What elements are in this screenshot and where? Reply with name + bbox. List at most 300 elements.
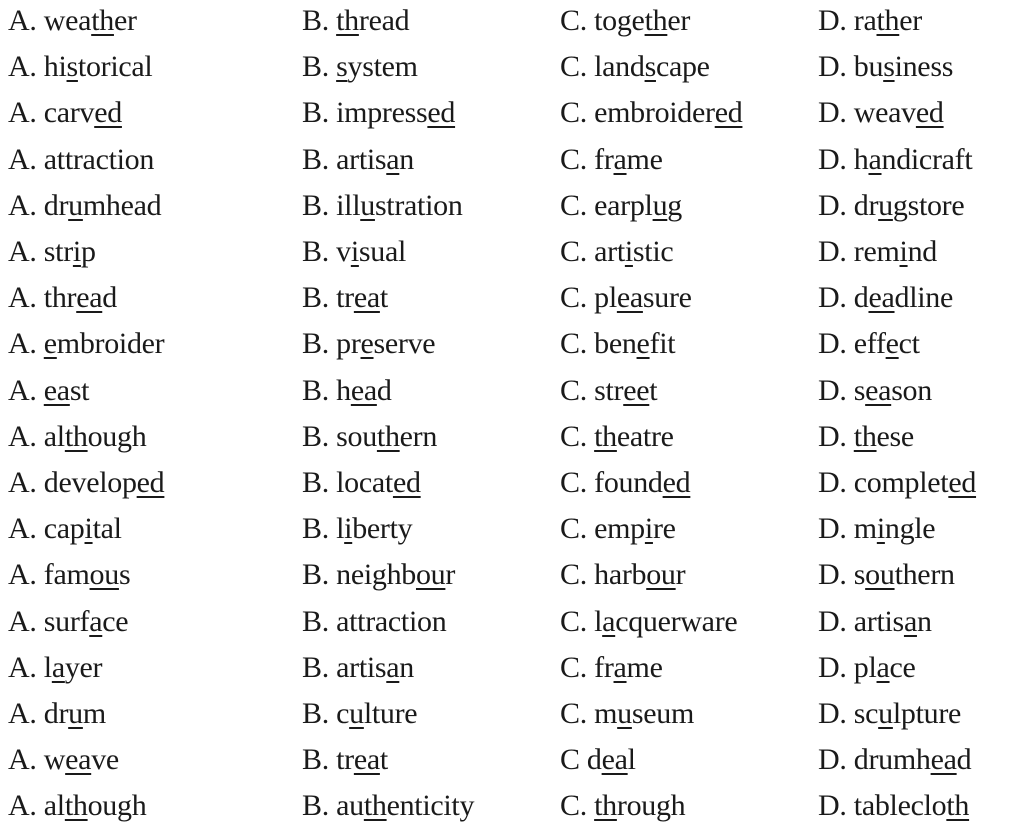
option-letter: A. — [8, 650, 37, 684]
answer-option-d[interactable] — [818, 740, 971, 780]
option-letter: D. — [818, 466, 847, 499]
option-letter: B. — [302, 281, 329, 315]
option-word: frame — [594, 142, 663, 176]
option-word: these — [853, 419, 914, 453]
underlined-sound: u — [878, 697, 893, 730]
option-letter: A. — [8, 697, 37, 730]
option-word: business — [853, 50, 954, 84]
option-word: drumhead — [43, 188, 162, 222]
option-letter: A. — [8, 512, 37, 546]
underlined-sound: ou — [865, 558, 895, 592]
option-word: treat — [336, 281, 388, 315]
option-letter: C. — [560, 327, 587, 361]
option-word: authenticity — [336, 789, 475, 823]
answer-option-c[interactable] — [560, 140, 663, 180]
underlined-sound: u — [652, 188, 668, 222]
answer-option-a[interactable] — [8, 140, 154, 180]
option-word: frame — [594, 650, 663, 684]
option-word: treat — [336, 743, 388, 777]
answer-option-b[interactable] — [302, 232, 406, 272]
option-word: season — [853, 373, 932, 407]
answer-option-a[interactable] — [8, 186, 161, 226]
option-letter: C. — [560, 789, 587, 823]
option-letter: A. — [8, 281, 37, 315]
underlined-sound: e — [636, 327, 650, 361]
option-word: handicraft — [853, 142, 973, 176]
option-letter: B. — [302, 373, 329, 407]
option-letter: A. — [8, 558, 37, 592]
option-letter: C. — [560, 50, 587, 84]
underlined-sound: th — [644, 4, 668, 37]
option-word: weave — [43, 743, 119, 777]
option-word: completed — [853, 466, 977, 499]
question-row — [0, 371, 1024, 417]
option-word: rather — [853, 4, 922, 37]
underlined-sound: a — [868, 142, 882, 176]
question-row — [0, 278, 1024, 324]
option-letter: B. — [302, 558, 329, 592]
option-word: layer — [43, 650, 103, 684]
underlined-sound: th — [336, 4, 359, 37]
option-word: strip — [43, 235, 96, 268]
option-letter: D. — [818, 558, 847, 592]
underlined-sound: u — [68, 188, 83, 222]
answer-option-b[interactable] — [302, 509, 412, 549]
answer-option-d[interactable] — [818, 555, 955, 595]
option-word: sculpture — [853, 697, 962, 730]
option-word: although — [43, 789, 147, 823]
option-letter: B. — [302, 697, 329, 730]
option-word: surface — [43, 604, 129, 638]
option-word: place — [853, 650, 916, 684]
option-word: southern — [336, 419, 438, 453]
underlined-sound: u — [68, 697, 83, 730]
underlined-sound: s — [644, 50, 656, 84]
underlined-sound: ou — [415, 558, 446, 592]
option-word: illustration — [336, 188, 463, 222]
answer-option-b[interactable] — [302, 47, 418, 87]
option-letter: C. — [560, 188, 587, 222]
answer-option-b[interactable] — [302, 186, 463, 226]
option-word: drum — [43, 697, 106, 730]
option-letter: C. — [560, 650, 587, 684]
option-word: liberty — [336, 512, 413, 546]
question-row — [0, 602, 1024, 648]
underlined-sound: th — [64, 419, 88, 453]
underlined-sound: i — [899, 235, 908, 268]
option-letter: D. — [818, 281, 847, 315]
answer-option-a[interactable] — [8, 417, 146, 457]
option-word: together — [594, 4, 691, 37]
option-letter: C. — [560, 512, 587, 546]
option-word: southern — [853, 558, 955, 592]
option-word: tablecloth — [853, 789, 970, 823]
answer-option-d[interactable] — [818, 47, 953, 87]
question-row — [0, 509, 1024, 555]
option-letter: B. — [302, 466, 329, 499]
option-word: benefit — [594, 327, 676, 361]
underlined-sound: a — [89, 604, 103, 638]
option-letter: A. — [8, 235, 37, 268]
underlined-sound: ea — [43, 373, 70, 407]
underlined-sound: s — [66, 50, 78, 84]
option-word: artisan — [336, 142, 414, 176]
option-word: attraction — [43, 142, 155, 176]
underlined-sound: ed — [136, 466, 165, 499]
underlined-sound: ou — [89, 558, 119, 592]
option-letter: B. — [302, 235, 329, 268]
option-letter: D. — [818, 50, 847, 84]
option-letter: A. — [8, 4, 37, 37]
underlined-sound: a — [602, 604, 616, 638]
underlined-sound: e — [43, 327, 57, 361]
underlined-sound: u — [617, 697, 632, 730]
option-word: earplug — [594, 188, 682, 222]
option-letter: B. — [302, 327, 329, 361]
answer-option-b[interactable] — [302, 93, 455, 133]
option-word: famous — [43, 558, 131, 592]
option-word: visual — [336, 235, 407, 268]
option-letter: B. — [302, 512, 329, 546]
answer-option-c[interactable] — [560, 186, 682, 226]
option-word: theatre — [594, 419, 674, 453]
option-letter: A. — [8, 50, 37, 84]
underlined-sound: a — [903, 604, 917, 638]
answer-option-b[interactable] — [302, 602, 446, 642]
answer-option-d[interactable] — [818, 463, 976, 503]
option-word: preserve — [336, 327, 436, 361]
option-letter: D. — [818, 743, 847, 777]
underlined-sound: ed — [662, 466, 691, 499]
answer-option-b[interactable] — [302, 555, 455, 595]
option-letter: D. — [818, 604, 847, 638]
underlined-sound: i — [72, 235, 81, 268]
option-word: empire — [594, 512, 676, 546]
underlined-sound: a — [613, 142, 627, 176]
underlined-sound: ea — [616, 281, 643, 315]
question-row — [0, 140, 1024, 186]
option-word: system — [336, 50, 418, 84]
question-row — [0, 47, 1024, 93]
underlined-sound: th — [376, 419, 400, 453]
underlined-sound: ed — [427, 96, 456, 130]
option-letter: C. — [560, 373, 587, 407]
option-word: mingle — [853, 512, 936, 546]
underlined-sound: i — [84, 512, 93, 546]
underlined-sound: ed — [392, 466, 421, 499]
question-row — [0, 324, 1024, 370]
underlined-sound: th — [594, 789, 617, 823]
option-letter: C — [560, 743, 580, 777]
underlined-sound: ea — [65, 743, 92, 777]
option-word: impressed — [336, 96, 456, 130]
underlined-sound: i — [644, 512, 653, 546]
underlined-sound: u — [360, 188, 375, 222]
option-letter: A. — [8, 327, 37, 361]
underlined-sound: i — [350, 235, 359, 268]
option-letter: D. — [818, 327, 847, 361]
answer-option-d[interactable] — [818, 694, 961, 734]
underlined-sound: ed — [915, 96, 944, 130]
answer-option-a[interactable] — [8, 694, 106, 734]
option-letter: D. — [818, 373, 847, 407]
underlined-sound: s — [883, 50, 895, 84]
answer-option-d[interactable] — [818, 1, 922, 41]
underlined-sound: i — [876, 512, 885, 546]
answer-option-c[interactable] — [560, 555, 685, 595]
option-word: capital — [43, 512, 122, 546]
option-letter: A. — [8, 466, 37, 499]
underlined-sound: s — [336, 50, 348, 84]
option-letter: B. — [302, 96, 329, 130]
option-word: drumhead — [853, 743, 972, 777]
option-word: remind — [853, 235, 937, 268]
answer-option-d[interactable] — [818, 509, 935, 549]
answer-option-b[interactable] — [302, 463, 421, 503]
option-word: founded — [594, 466, 691, 499]
option-letter: C. — [560, 466, 587, 499]
answer-option-c[interactable] — [560, 648, 663, 688]
answer-option-b[interactable] — [302, 740, 388, 780]
answer-option-c[interactable] — [560, 232, 673, 272]
option-letter: A. — [8, 419, 37, 453]
answer-option-a[interactable] — [8, 602, 128, 642]
answer-option-b[interactable] — [302, 417, 437, 457]
answer-option-a[interactable] — [8, 786, 146, 826]
option-word: located — [336, 466, 421, 499]
option-letter: C. — [560, 697, 587, 730]
option-letter: D. — [818, 512, 847, 546]
underlined-sound: ea — [353, 743, 380, 777]
option-letter: C. — [560, 558, 587, 592]
question-row — [0, 786, 1024, 832]
answer-option-b[interactable] — [302, 1, 409, 41]
underlined-sound: u — [349, 697, 364, 730]
underlined-sound: th — [594, 419, 617, 453]
option-letter: D. — [818, 142, 847, 176]
answer-option-c[interactable] — [560, 324, 675, 364]
underlined-sound: ou — [646, 558, 676, 592]
question-row — [0, 1, 1024, 47]
underlined-sound: ed — [94, 96, 122, 130]
answer-option-b[interactable] — [302, 278, 388, 318]
option-letter: D. — [818, 697, 847, 730]
underlined-sound: ea — [601, 743, 628, 777]
answer-option-d[interactable] — [818, 140, 972, 180]
question-row — [0, 555, 1024, 601]
option-letter: C. — [560, 419, 587, 453]
option-word: although — [43, 419, 147, 453]
option-letter: A. — [8, 188, 37, 222]
answer-option-a[interactable] — [8, 509, 122, 549]
answer-option-c[interactable] — [560, 47, 710, 87]
answer-option-d[interactable] — [818, 371, 932, 411]
answer-option-b[interactable] — [302, 371, 392, 411]
option-letter: B. — [302, 419, 329, 453]
option-word: effect — [853, 327, 920, 361]
answer-option-d[interactable] — [818, 602, 932, 642]
answer-option-d[interactable] — [818, 324, 920, 364]
underlined-sound: ea — [865, 373, 892, 407]
option-word: embroidered — [594, 96, 743, 130]
underlined-sound: a — [876, 650, 890, 684]
option-word: landscape — [594, 50, 710, 84]
option-letter: A. — [8, 789, 37, 823]
answer-option-b[interactable] — [302, 786, 474, 826]
option-word: through — [594, 789, 686, 823]
underlined-sound: ea — [353, 281, 380, 315]
option-word: street — [594, 373, 658, 407]
option-word: weather — [43, 4, 137, 37]
option-word: artisan — [853, 604, 932, 638]
answer-option-b[interactable] — [302, 324, 435, 364]
answer-option-c[interactable] — [560, 463, 690, 503]
option-letter: B. — [302, 4, 329, 37]
answer-option-c[interactable] — [560, 740, 636, 780]
option-word: developed — [43, 466, 165, 499]
option-word: embroider — [43, 327, 165, 361]
underlined-sound: a — [51, 650, 65, 684]
answer-option-c[interactable] — [560, 602, 737, 642]
option-letter: A. — [8, 604, 37, 638]
answer-option-a[interactable] — [8, 324, 164, 364]
answer-option-b[interactable] — [302, 648, 414, 688]
question-row — [0, 740, 1024, 786]
underlined-sound: a — [613, 650, 627, 684]
underlined-sound: th — [363, 789, 387, 823]
question-row — [0, 232, 1024, 278]
answer-option-a[interactable] — [8, 278, 117, 318]
answer-option-c[interactable] — [560, 371, 657, 411]
option-word: thread — [43, 281, 117, 315]
answer-option-d[interactable] — [818, 648, 916, 688]
option-letter: B. — [302, 743, 329, 777]
option-letter: D. — [818, 188, 847, 222]
answer-option-b[interactable] — [302, 140, 414, 180]
answer-option-c[interactable] — [560, 278, 692, 318]
option-letter: D. — [818, 650, 847, 684]
option-word: pleasure — [594, 281, 692, 315]
option-letter: C. — [560, 4, 587, 37]
option-word: east — [43, 373, 90, 407]
underlined-sound: a — [386, 650, 400, 684]
answer-option-a[interactable] — [8, 47, 152, 87]
underlined-sound: a — [386, 142, 400, 176]
option-letter: B. — [302, 142, 329, 176]
option-letter: C. — [560, 235, 587, 268]
question-row — [0, 93, 1024, 139]
question-row — [0, 694, 1024, 740]
option-word: attraction — [336, 604, 447, 638]
underlined-sound: ed — [714, 96, 743, 130]
underlined-sound: ea — [350, 373, 377, 407]
answer-option-a[interactable] — [8, 555, 130, 595]
option-word: thread — [336, 4, 410, 37]
option-word: carved — [43, 96, 122, 130]
question-row — [0, 186, 1024, 232]
answer-option-a[interactable] — [8, 648, 102, 688]
option-word: neighbour — [336, 558, 456, 592]
option-letter: D. — [818, 4, 847, 37]
option-letter: B. — [302, 188, 329, 222]
answer-option-a[interactable] — [8, 93, 122, 133]
option-letter: C. — [560, 142, 587, 176]
answer-option-d[interactable] — [818, 278, 953, 318]
option-word: lacquerware — [594, 604, 738, 638]
underlined-sound: u — [878, 188, 893, 222]
answer-option-a[interactable] — [8, 1, 137, 41]
option-letter: A. — [8, 142, 37, 176]
option-word: harbour — [594, 558, 686, 592]
option-letter: A. — [8, 743, 37, 777]
option-word: historical — [43, 50, 153, 84]
underlined-sound: th — [853, 419, 877, 453]
underlined-sound: ea — [930, 743, 957, 777]
option-word: deadline — [853, 281, 954, 315]
answer-option-c[interactable] — [560, 694, 694, 734]
underlined-sound: e — [360, 327, 374, 361]
answer-option-d[interactable] — [818, 186, 964, 226]
answer-option-c[interactable] — [560, 786, 685, 826]
underlined-sound: th — [64, 789, 88, 823]
answer-option-a[interactable] — [8, 232, 96, 272]
answer-option-c[interactable] — [560, 1, 690, 41]
option-letter: C. — [560, 96, 587, 130]
question-row — [0, 648, 1024, 694]
option-letter: C. — [560, 281, 587, 315]
underlined-sound: th — [946, 789, 970, 823]
option-letter: A. — [8, 373, 37, 407]
answer-option-a[interactable] — [8, 463, 164, 503]
option-letter: A. — [8, 96, 37, 130]
option-letter: D. — [818, 235, 847, 268]
option-word: culture — [336, 697, 418, 730]
option-letter: D. — [818, 96, 847, 130]
option-letter: B. — [302, 650, 329, 684]
answer-option-a[interactable] — [8, 371, 89, 411]
answer-option-b[interactable] — [302, 694, 417, 734]
answer-option-c[interactable] — [560, 93, 742, 133]
answer-option-a[interactable] — [8, 740, 119, 780]
option-word: artisan — [336, 650, 414, 684]
answer-option-c[interactable] — [560, 417, 674, 457]
answer-option-d[interactable] — [818, 786, 969, 826]
option-word: drugstore — [853, 188, 965, 222]
option-letter: C. — [560, 604, 587, 638]
answer-option-c[interactable] — [560, 509, 676, 549]
option-letter: D. — [818, 419, 847, 453]
option-word: weaved — [853, 96, 944, 130]
option-word: head — [336, 373, 392, 407]
option-letter: D. — [818, 789, 847, 823]
answer-option-d[interactable] — [818, 93, 944, 133]
underlined-sound: th — [876, 4, 900, 37]
answer-option-d[interactable] — [818, 417, 914, 457]
option-letter: B. — [302, 604, 329, 638]
underlined-sound: ed — [948, 466, 977, 499]
underlined-sound: th — [91, 4, 114, 37]
underlined-sound: i — [344, 512, 353, 546]
option-letter: B. — [302, 50, 329, 84]
option-letter: B. — [302, 789, 329, 823]
answer-option-d[interactable] — [818, 232, 937, 272]
question-row — [0, 417, 1024, 463]
underlined-sound: i — [624, 235, 633, 268]
option-word: deal — [586, 743, 636, 777]
underlined-sound: e — [885, 327, 899, 361]
underlined-sound: ee — [623, 373, 650, 407]
underlined-sound: ea — [868, 281, 895, 315]
